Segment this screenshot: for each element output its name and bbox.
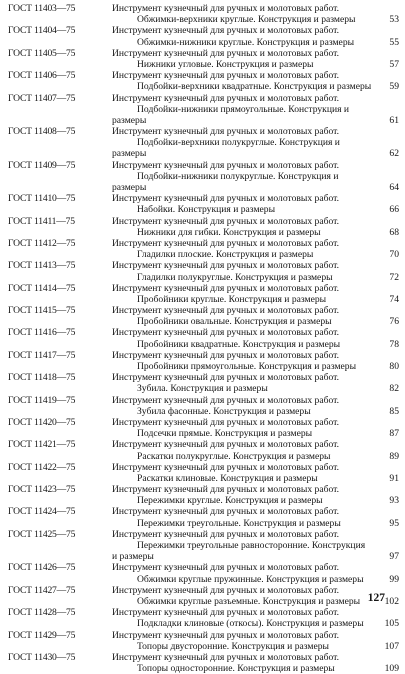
entry-row [8,238,380,249]
entry-description: Обжимки-нижники круглые. Конструкция и размеры [137,36,355,48]
entry-row [8,529,380,540]
entry-description: Гладилки плоские. Конструкция и размеры [137,249,314,261]
page-number: 93 [389,495,399,507]
list-item [8,394,399,417]
page-number: 70 [389,249,399,261]
entry-row [8,36,399,48]
list-item [8,461,399,484]
entry-description: Обжимки круглые пружинные. Конструкция и размеры [137,573,364,585]
standard-number: ГОСТ 11426—75 [8,562,76,574]
entry-row [8,428,399,440]
list-item [8,651,399,674]
entry-row [8,372,380,383]
entry-row [8,607,380,618]
standard-number: ГОСТ 11411—75 [8,215,75,227]
entry-row [8,137,380,148]
list-item [8,159,399,194]
standard-number: ГОСТ 11422—75 [8,461,76,473]
entry-description: Инструмент кузнечный для ручных и молотовых работ. [112,461,340,473]
entry-row [8,361,399,372]
page-number: 102 [384,595,399,607]
entry-row [8,160,380,171]
standard-number: ГОСТ 11403—75 [8,3,76,14]
entry-description: Инструмент кузнечный для ручных и молотовых работ. [112,372,340,384]
entry-row [8,204,399,216]
list-item [8,439,399,462]
entry-description: Инструмент кузнечный для ручных и молотовых работ. [112,584,340,596]
standard-number: ГОСТ 11408—75 [8,126,76,138]
entry-row [8,630,380,641]
page-number: 99 [389,573,399,585]
entry-description: Обжимки круглые разъемные. Конструкция и размеры [137,595,361,607]
list-item [8,372,399,395]
entry-row [8,517,399,529]
entry-row [8,293,399,305]
page-number: 72 [389,271,399,283]
entry-description: Подбойки-верхники полукруглые. Конструкция и [137,137,340,149]
entry-description: Инструмент кузнечный для ручных и молотовых работ. [112,439,340,451]
list-item [8,629,399,652]
entry-description: Инструмент кузнечный для ручных и молотовых работ. [112,506,340,518]
entry-description: Гладилки полукруглые. Конструкция и размеры [137,271,333,283]
entry-description: Инструмент кузнечный для ручных и молотовых работ. [112,159,340,171]
entry-description: Инструмент кузнечный для ручных и молотовых работ. [112,651,340,663]
list-item [8,126,399,160]
entry-description: Пробойники квадратные. Конструкция и размеры [137,338,341,350]
page-number: 91 [389,472,399,484]
standard-number: ГОСТ 11424—75 [8,506,76,518]
entry-row [8,182,399,193]
entry-row [8,551,399,563]
entry-row [8,81,399,93]
entry-description: Нижники для гибки. Конструкция и размеры [137,226,321,238]
entry-row [8,540,380,551]
page-number: 85 [389,405,399,417]
page-number: 109 [384,663,399,674]
page-number: 64 [389,182,399,193]
list-item [8,607,399,630]
entry-description: Зубила фасонные. Конструкция и размеры [137,405,311,417]
standard-number: ГОСТ 11413—75 [8,260,76,272]
list-item [8,193,399,216]
entry-description: Инструмент кузнечный для ручных и молотовых работ. [112,305,340,317]
list-item [8,528,399,563]
entry-row [8,472,399,484]
entry-row [8,216,380,227]
standard-number: ГОСТ 11427—75 [8,584,76,596]
entry-description: Инструмент кузнечный для ручных и молотовых работ. [112,215,340,227]
list-item [8,25,399,48]
standard-number: ГОСТ 11416—75 [8,327,76,339]
standard-number: ГОСТ 11407—75 [8,92,76,104]
standard-number: ГОСТ 11410—75 [8,193,76,205]
entry-description: Пробойники овальные. Конструкция и размеры [137,316,332,328]
list-item [8,584,399,607]
list-item [8,3,399,26]
entry-row [8,25,380,36]
list-item [8,562,399,585]
entry-description: Инструмент кузнечный для ручных и молотовых работ. [112,25,340,37]
entry-description: Инструмент кузнечный для ручных и молотовых работ. [112,562,340,574]
entry-row [8,58,399,70]
entry-description: Пережимки круглые. Конструкция и размеры [137,495,323,507]
standards-list [8,3,399,674]
entry-row [8,338,399,350]
list-item [8,70,399,93]
entry-description: Инструмент кузнечный для ручных и молотовых работ. [112,416,340,428]
list-item [8,305,399,328]
list-item [8,416,399,440]
entry-description: Инструмент кузнечный для ручных и молотовых работ. [112,282,340,294]
page-number: 105 [384,618,399,630]
standard-number: ГОСТ 11419—75 [8,394,76,406]
page-number: 82 [389,383,399,395]
entry-description: Раскатки полукруглые. Конструкция и размеры [137,450,331,462]
entry-row [8,640,399,652]
page-number: 87 [389,428,399,440]
entry-description: Пробойники круглые. Конструкция и размеры [137,293,327,305]
page-number: 74 [389,293,399,305]
entry-row [8,226,399,238]
list-item [8,282,399,305]
entry-row [8,439,380,450]
list-item [8,506,399,529]
entry-row [8,573,399,585]
entry-description: Инструмент кузнечный для ручных и молотовых работ. [112,237,340,249]
entry-description: Пробойники прямоугольные. Конструкция и размеры [137,361,357,372]
list-item [8,327,399,350]
entry-row [8,260,380,271]
entry-description: Инструмент кузнечный для ручных и молотовых работ. [112,193,340,205]
entry-description: Обжимки-верхники круглые. Конструкция и размеры [137,14,356,26]
entry-row [8,417,380,428]
entry-row [8,305,380,316]
page-number: 66 [389,204,399,216]
entry-row [8,450,399,462]
entry-row [8,405,399,417]
entry-row [8,383,399,395]
page-number: 80 [389,361,399,372]
entry-row [8,663,399,674]
entry-description: Инструмент кузнечный для ручных и молотовых работ. [112,3,340,14]
entry-description: Подбойки-верхники квадратные. Конструкция и размеры [137,81,372,93]
entry-description: Пережимки треугольные равносторонние. Конструкция [137,540,366,551]
page-folio: 127 [367,592,385,604]
entry-description: Инструмент кузнечный для ручных и молотовых работ. [112,126,340,138]
entry-description: Топоры двусторонние. Конструкция и размеры [137,640,330,652]
entry-description: Подбойки-нижники прямоугольные. Конструкция и [137,103,350,115]
standard-number: ГОСТ 11414—75 [8,282,76,294]
list-item [8,215,399,238]
entry-row [8,249,399,261]
entry-row [8,114,399,126]
page-number: 68 [389,226,399,238]
list-item [8,47,399,70]
entry-description: Нижники угловые. Конструкция и размеры [137,58,314,70]
page-number: 62 [389,148,399,160]
entry-row [8,350,380,361]
page-number: 95 [389,517,399,529]
list-item [8,237,399,261]
entry-row [8,395,380,406]
entry-description: Инструмент кузнечный для ручных и молотовых работ. [112,528,340,540]
entry-description: размеры [112,148,147,160]
list-item [8,92,399,127]
page-number: 59 [389,81,399,93]
entry-row [8,495,399,507]
entry-row [8,562,380,573]
entry-description: размеры [112,114,147,126]
page-number: 76 [389,316,399,328]
entry-row [8,48,380,59]
entry-description: Инструмент кузнечный для ручных и молотовых работ. [112,484,340,496]
entry-row [8,618,399,630]
entry-row [8,126,380,137]
entry-row [8,193,380,204]
entry-description: Подсечки прямые. Конструкция и размеры [137,428,313,440]
page-number: 57 [389,58,399,70]
standard-number: ГОСТ 11417—75 [8,349,76,361]
list-item [8,484,399,507]
standard-number: ГОСТ 11430—75 [8,651,76,663]
entry-row [8,3,380,14]
entry-description: Раскатки клиновые. Конструкция и размеры [137,472,318,484]
entry-row [8,316,399,328]
page-number: 89 [389,450,399,462]
entry-row [8,70,380,81]
entry-description: Инструмент кузнечный для ручных и молотовых работ. [112,70,340,82]
entry-row [8,271,399,283]
entry-description: Пережимки треугольные. Конструкция и размеры [137,517,341,529]
entry-row [8,506,380,517]
standard-number: ГОСТ 11425—75 [8,528,76,540]
standard-number: ГОСТ 11429—75 [8,629,76,641]
list-item [8,260,399,283]
entry-description: Инструмент кузнечный для ручных и молотовых работ. [112,394,340,406]
standard-number: ГОСТ 11423—75 [8,484,76,496]
entry-row [8,652,380,663]
standard-number: ГОСТ 11409—75 [8,159,76,171]
list-item [8,349,399,372]
entry-description: Инструмент кузнечный для ручных и молотовых работ. [112,629,340,641]
standard-number: ГОСТ 11412—75 [8,237,76,249]
entry-description: Подкладки клиновые (откосы). Конструкция и размеры [137,618,364,630]
standard-number: ГОСТ 11406—75 [8,70,76,82]
page-number: 107 [384,640,399,652]
entry-row [8,93,380,104]
page-number: 97 [389,551,399,563]
page-number: 78 [389,338,399,350]
standard-number: ГОСТ 11405—75 [8,47,76,59]
entry-description: Инструмент кузнечный для ручных и молотовых работ. [112,47,340,59]
entry-row [8,148,399,160]
entry-description: размеры [112,182,147,193]
standard-number: ГОСТ 11404—75 [8,25,76,37]
entry-row [8,171,380,182]
entry-row [8,484,380,495]
page-number: 55 [389,36,399,48]
entry-description: Инструмент кузнечный для ручных и молотовых работ. [112,349,340,361]
standard-number: ГОСТ 11415—75 [8,305,76,317]
entry-description: Инструмент кузнечный для ручных и молотовых работ. [112,92,340,104]
entry-description: Зубила. Конструкция и размеры [137,383,268,395]
entry-description: Инструмент кузнечный для ручных и молотовых работ. [112,327,340,339]
entry-row [8,104,380,115]
entry-row [8,327,380,338]
entry-row [8,585,380,596]
standard-number: ГОСТ 11418—75 [8,372,76,384]
entry-description: Набойки. Конструкция и размеры [137,204,276,216]
standard-number: ГОСТ 11421—75 [8,439,76,451]
entry-description: и размеры [112,551,154,563]
entry-row [8,14,399,26]
entry-description: Подбойки-нижники полукруглые. Конструкция и [137,170,339,182]
standard-number: ГОСТ 11428—75 [8,607,76,619]
entry-description: Инструмент кузнечный для ручных и молотовых работ. [112,607,340,619]
entry-description: Инструмент кузнечный для ручных и молотовых работ. [112,260,340,272]
page-number: 53 [389,14,399,26]
page-number: 61 [389,114,399,126]
standard-number: ГОСТ 11420—75 [8,416,76,428]
entry-description: Топоры односторонние. Конструкция и размеры [137,663,335,674]
entry-row [8,462,380,473]
entry-row [8,283,380,294]
